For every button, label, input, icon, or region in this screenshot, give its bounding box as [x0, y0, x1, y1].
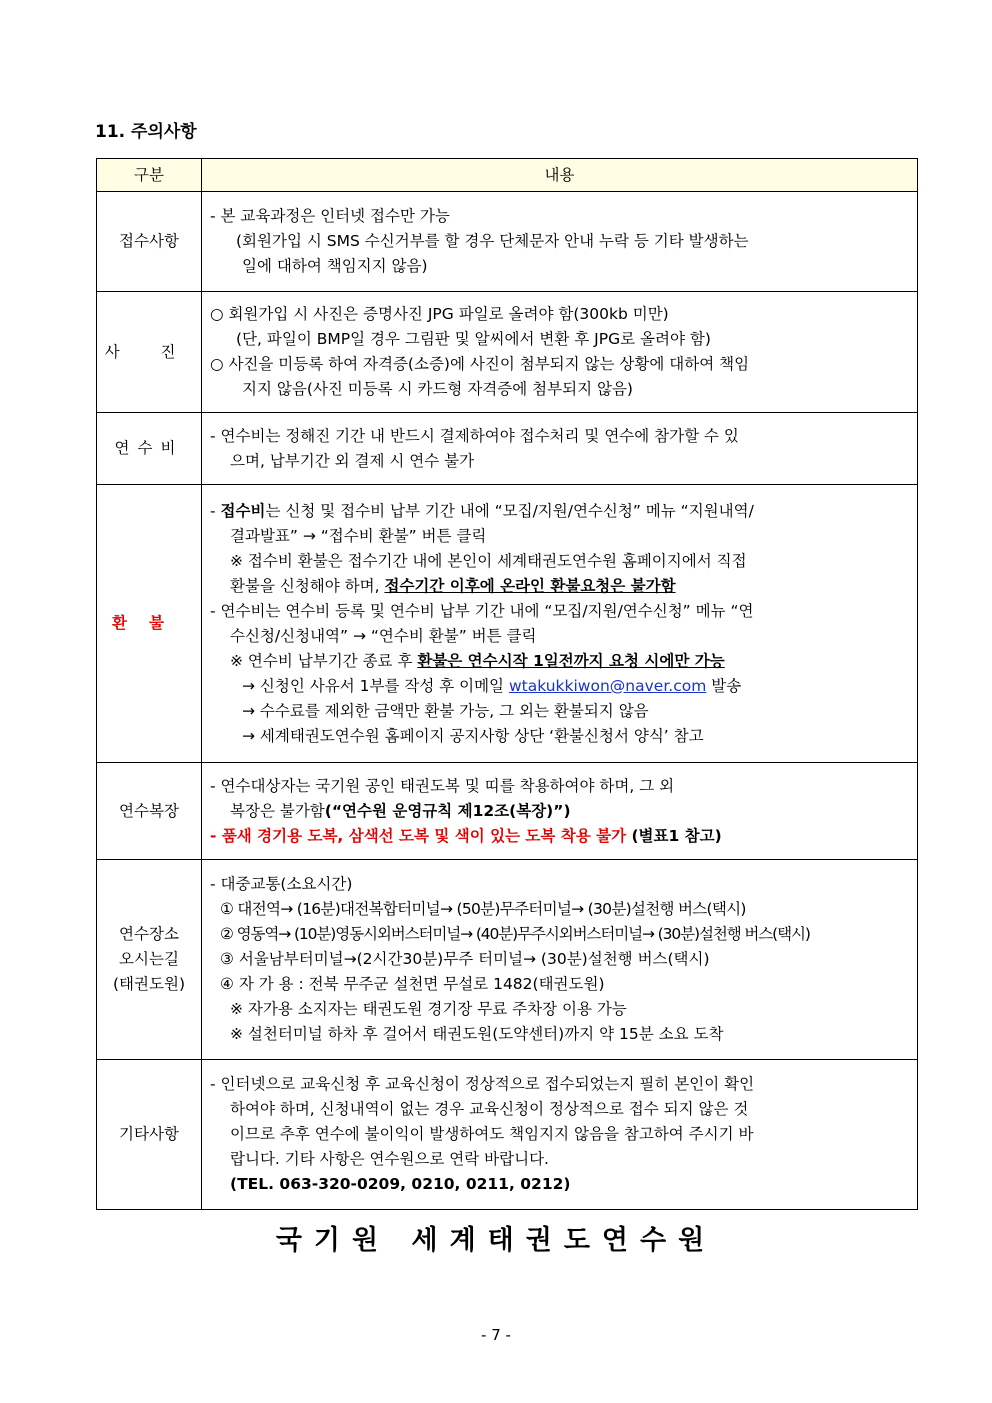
label-uniform: 연수복장 — [97, 763, 202, 860]
label-line: 연수장소 — [119, 925, 179, 943]
label-reception: 접수사항 — [97, 192, 202, 292]
content-location — [202, 860, 918, 1060]
text-bold-underline: 환불은 연수시작 1일전까지 요청 시에만 가능 — [417, 651, 725, 670]
text-line: ※ 접수비 환불은 접수기간 내에 본인이 세계태권도연수원 홈페이지에서 직접 — [230, 551, 747, 570]
text-line: ② 영동역→ (10분)영동시외버스터미널→ (40분)무주시외버스터미널→ (30분)설천행 버스(택시) — [220, 925, 810, 943]
text-line: 수신청/신청내역” → “연수비 환불” 버튼 클릭 — [230, 626, 537, 645]
text-line: 이므로 추후 연수에 불이익이 발생하여도 책임지지 않음을 참고하여 주시기 바 — [230, 1125, 754, 1143]
text-line: 지지 않음(사진 미등록 시 카드형 자격증에 첨부되지 않음) — [242, 380, 633, 398]
text-line — [210, 824, 907, 849]
row-location — [97, 860, 918, 1060]
text-line: ※ 자가용 소지자는 태권도원 경기장 무료 주차장 이용 가능 — [230, 1000, 627, 1018]
text-line: ○ 사진을 미등록 하여 자격증(소증)에 사진이 첨부되지 않는 상황에 대하여 책임 — [210, 355, 750, 373]
row-refund — [97, 485, 918, 763]
text-segment: ※ 연수비 납부기간 종료 후 — [230, 651, 418, 670]
label-refund: 환불 — [97, 485, 202, 763]
section-title: 11. 주의사항 — [95, 122, 197, 142]
text-bold: (별표1 참고) — [626, 826, 722, 845]
content-photo — [202, 292, 918, 413]
content-fee — [202, 413, 918, 485]
text-line: - 본 교육과정은 인터넷 접수만 가능 — [210, 207, 450, 225]
row-uniform — [97, 763, 918, 860]
label-line: 오시는길 — [119, 950, 179, 968]
text-line: 랍니다. 기타 사항은 연수원으로 연락 바랍니다. — [230, 1150, 549, 1168]
label-photo: 사 진 — [97, 292, 202, 413]
notice-table — [96, 158, 918, 1210]
text-line — [210, 799, 907, 824]
text-bold: (“연수원 운영규칙 제12조(복장)”) — [324, 801, 571, 820]
text-line: 일에 대하여 책임지지 않음) — [242, 257, 428, 275]
text-line — [210, 674, 907, 699]
row-fee — [97, 413, 918, 485]
label-location — [97, 860, 202, 1060]
text-bold-underline: 접수기간 이후에 온라인 환불요청은 불가함 — [384, 576, 676, 595]
text-line: ③ 서울남부터미널→(2시간30분)무주 터미널→ (30분)설천행 버스(택시) — [220, 950, 710, 968]
text-line: 결과발표” → “접수비 환불” 버튼 클릭 — [230, 526, 487, 545]
content-refund — [202, 485, 918, 763]
text-line: - 연수비는 정해진 기간 내 반드시 결제하여야 접수처리 및 연수에 참가할 수 있 — [210, 426, 739, 445]
contact-tel: (TEL. 063-320-0209, 0210, 0211, 0212) — [230, 1175, 571, 1193]
text-segment: - — [210, 501, 221, 520]
email-link[interactable]: wtakukkiwon@naver.com — [508, 676, 707, 695]
footer-title: 국기원 세계태권도연수원 — [275, 1225, 717, 1256]
text-line: (회원가입 시 SMS 수신거부를 할 경우 단체문자 안내 누락 등 기타 발생하는 — [236, 232, 749, 250]
text-segment: 발송 — [706, 676, 742, 695]
text-line: ○ 회원가입 시 사진은 증명사진 JPG 파일로 올려야 함(300kb 미만) — [210, 305, 669, 323]
row-etc — [97, 1060, 918, 1210]
content-etc — [202, 1060, 918, 1210]
text-line: ① 대전역→ (16분)대전복합터미널→ (50분)무주터미널→ (30분)설천행 버스(택시) — [220, 900, 746, 918]
row-reception — [97, 192, 918, 292]
text-segment: 환불을 신청해야 하며, — [230, 576, 385, 595]
text-line: 으며, 납부기간 외 결제 시 연수 불가 — [230, 451, 475, 470]
text-line: → 세계태권도연수원 홈페이지 공지사항 상단 ‘환불신청서 양식’ 참고 — [242, 726, 704, 745]
page-number: - 7 - — [481, 1326, 511, 1344]
text-segment: 는 신청 및 접수비 납부 기간 내에 “모집/지원/연수신청” 메뉴 “지원내역/ — [265, 501, 754, 520]
text-bold: 접수비 — [220, 501, 266, 520]
text-line: 하여야 하며, 신청내역이 없는 경우 교육신청이 정상적으로 접수 되지 않은 것 — [230, 1100, 749, 1118]
row-photo — [97, 292, 918, 413]
table-header-row — [97, 159, 918, 192]
text-line — [210, 499, 907, 524]
label-fee: 연수비 — [97, 413, 202, 485]
text-line: - 인터넷으로 교육신청 후 교육신청이 정상적으로 접수되었는지 필히 본인이 확인 — [210, 1075, 755, 1093]
text-line: ④ 자 가 용 : 전북 무주군 설천면 무설로 1482(태권도원) — [220, 975, 605, 993]
label-line: (태권도원) — [113, 975, 185, 993]
header-category: 구분 — [97, 159, 202, 192]
text-line: → 수수료를 제외한 금액만 환불 가능, 그 외는 환불되지 않음 — [242, 701, 649, 720]
text-line — [210, 574, 907, 599]
text-segment: → 신청인 사유서 1부를 작성 후 이메일 — [242, 676, 509, 695]
text-line: - 대중교통(소요시간) — [210, 875, 353, 893]
label-etc: 기타사항 — [97, 1060, 202, 1210]
text-line: - 연수대상자는 국기원 공인 태권도복 및 띠를 착용하여야 하며, 그 외 — [210, 776, 675, 795]
text-line — [210, 649, 907, 674]
header-content: 내용 — [202, 159, 918, 192]
content-reception — [202, 192, 918, 292]
text-red-bold: - 품새 경기용 도복, 삼색선 도복 및 색이 있는 도복 착용 불가 — [210, 826, 627, 845]
text-line: ※ 설천터미널 하차 후 걸어서 태권도원(도약센터)까지 약 15분 소요 도착 — [230, 1025, 724, 1043]
content-uniform — [202, 763, 918, 860]
text-segment: 복장은 불가함 — [230, 801, 325, 820]
text-line: - 연수비는 연수비 등록 및 연수비 납부 기간 내에 “모집/지원/연수신청” 메뉴 “연 — [210, 601, 754, 620]
text-line: (단, 파일이 BMP일 경우 그림판 및 알씨에서 변환 후 JPG로 올려야 함) — [236, 330, 711, 348]
